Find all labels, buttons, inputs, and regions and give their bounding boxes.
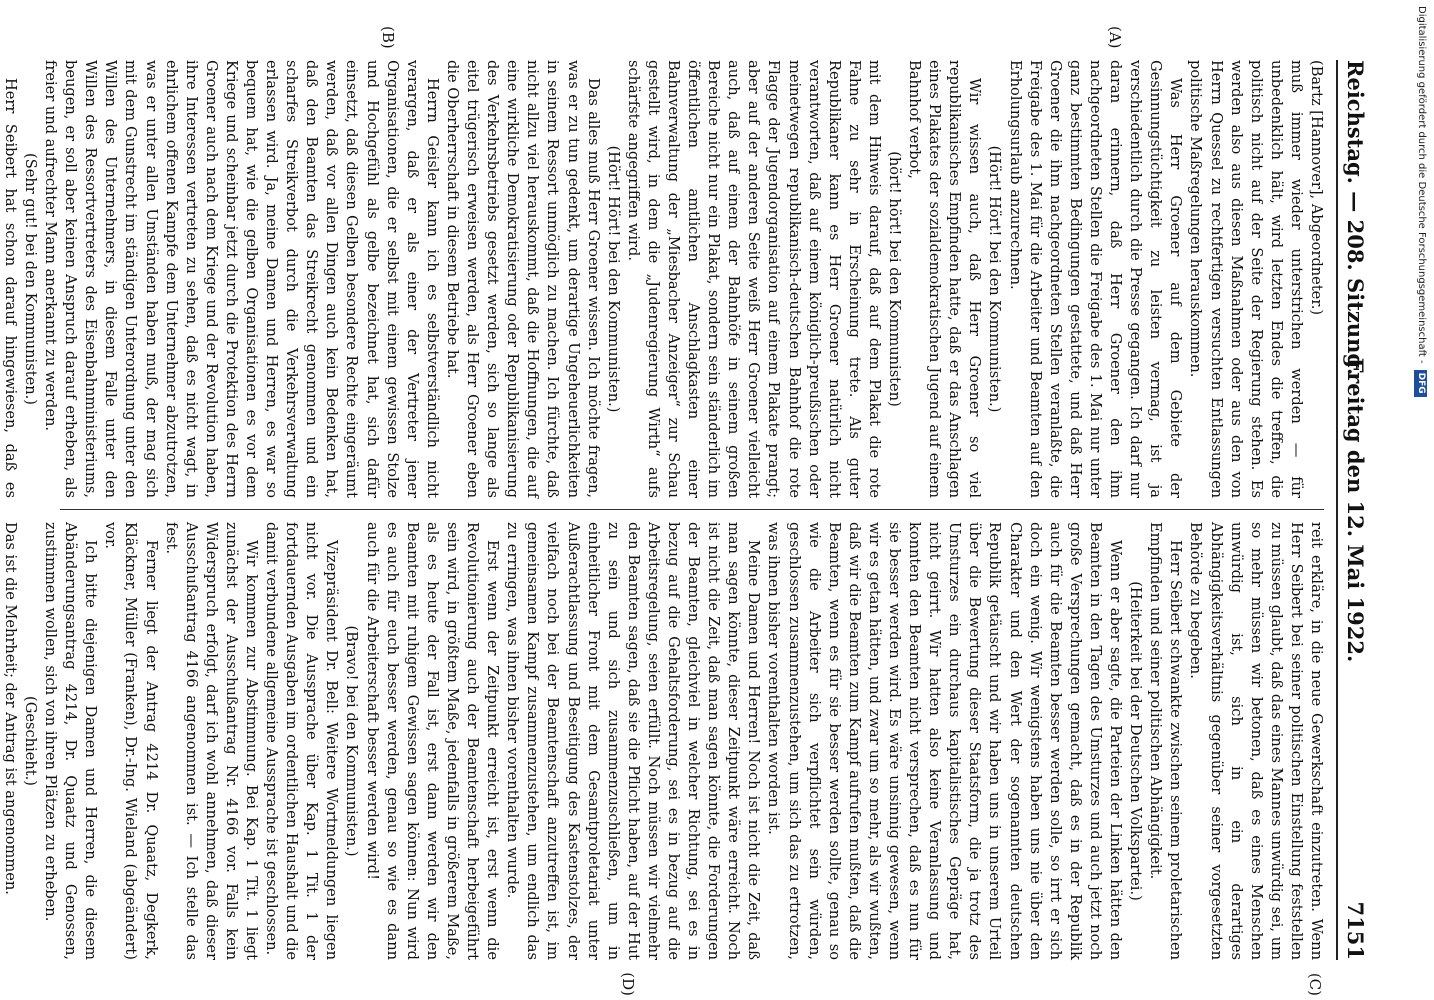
interjection: (Sehr gut! bei den Kommunisten.) [22,153,39,405]
dfg-logo-icon: DFG [1415,370,1428,397]
paragraph: Das alles muß Herr Groener wissen. Ich möchte fragen, was er zu tun gedenkt, um derartige Ungeheuerlichkeiten in seinem Ressort unmöglich zu machen. Ich fürchte, daß nicht allzu viel herauskommt, daß die Hoffnungen, die auf eine wirkliche Demokratisierung oder Republikanisierung des Verkehrsbetriebs gesetzt werden, sich so lange als eitel trügerisch erweisen werden, als Herr Groener eben die Oberherrschaft in diesem Betriebe hat. [443,60,602,498]
digitization-notice: Digitalisierung gefördert durch die Deutsche Forschungsgemeinschaft - [1416,6,1427,364]
interjection: (Bravo! bei den Kommunisten.) [343,625,361,857]
right-column [1,522,1326,960]
digitization-sidebar [1414,6,1428,986]
column-divider [60,509,1324,510]
paragraph: Ferner liegt der Antrag 4214 Dr. Quaatz, Degkerk, Kläckner, Müller (Franken), Dr.-Ing. Wieland (abgeändert) vor. [102,522,160,960]
header-date: Freitag den 12. Mai 1922. [1343,357,1368,663]
paragraph: Herr Seibert hat schon darauf hingewiesen, daß es [1,78,19,498]
paragraph: Wir kommen zur Abstimmung. Bei Kap. 1 Tit. 1 liegt zunächst der Ausschußantrag Nr. 4166 vor. Falls kein Widerspruch erfolgt, darf ich wohl annehmen, daß dieser Ausschußantrag 4166 angenommen ist. — Ich stelle das fest. [162,522,261,960]
paragraph: Herr Seibert schwankte zwischen seinem proletarischen Empfinden und seiner politischen Abhängigkeit. [1147,522,1185,960]
margin-marker-c: (C) [1306,972,1324,996]
header-session: Reichstag. — 208. Sitzung. [1343,60,1368,376]
paragraph: Wenn er aber sagte, die Parteien der Linken hätten den Beamten in den Tagen des Umsturzes und auch jetzt noch große Versprechungen gemacht, daß es in der Republik auch für die Beamten besser werden solle, so irrt er sich doch ein wenig. Wir wenigstens haben uns nie über den Charakter und den Wert der sogenannten deutschen Republik getäuscht und wir haben uns in unserem Urteil über die Bewertung dieser Staatsform, die ja trotz des Umsturzes ein durchaus kapitalistisches Gepräge hat, nicht geirrt. Wir hatten also keine Veranlassung und konnten den Beamten nicht versprechen, daß es nun für sie besser werden wird. Es wäre unsinnig gewesen, wenn wir es getan hätten, und zwar um so mehr, als wir wußten, daß wir die Beamten zum Kampf aufrufen mußten, daß die Beamten, wenn es für sie besser werden sollte, genau so wie die Arbeiter sich verpflichtet sein würden, geschlossen zusammenzustehen, um sich das zu ertrotzen, was ihnen bisher vorenthalten worden ist. [765,522,1125,960]
paragraph: Wir wissen auch, daß Herr Groener so viel republikanisches Empfinden hatte, daß er das Anschlagen eines Plakates der sozialdemokratischen Jugend auf einem Bahnhof verbot, [906,60,984,498]
page-number: 7151 [1343,901,1368,960]
paragraph: Vizepräsident Dr. Bell: Weitere Wortmeldungen liegen nicht vor. Die Aussprache über Kap. 1 Tit. 1 der fortdauernden Ausgaben im ordentlichen Haushalt und die damit verbundene allgemeine Aussprache ist geschlossen. [263,522,341,960]
paragraph: Das ist die Mehrheit; der Antrag ist angenommen. [1,522,19,895]
interjection: (hört! hört! bei den Kommunisten) [886,151,904,407]
paragraph: Ich bitte diejenigen Damen und Herren, die diesem Abänderungsantrag 4214, Dr. Quaatz und Genossen, zustimmen wollen, sich von ihren Plätzen zu erheben. [42,522,100,960]
interjection: (Geschieht.) [22,696,39,786]
paragraph: Herrn Geisler kann ich es selbstverständlich nicht verargen, daß er als einer der Vertreter jener Organisationen, die er selbst mit einem gewissen Stolze und Hochgefühl als gelbe bezeichnet hat, sich dafür einsetzt, daß diesen Gelben besondere Rechte eingeräumt werden, daß vor allen Dingen auch kein Bedenken hat, daß den Beamten das Streikrecht genommen und ein scharfes Streikverbot durch die Verkehrsverwaltung erlassen wird. Ja, meine Damen und Herren, es war so bequem hat, wie die gelben Organisationen es vor dem Kriege und scheinbar jetzt durch die Protektion des Herrn Groener auch nach dem Kriege und der Revolution haben, ihre Interessen vertreten zu sehen, daß es nicht wagt, in ehrlichem offenen Kampfe dem Unternehmer abzutrotzen, was er unter allen Umständen haben muß, der mag sich mit dem Gunstrecht im ständigen Unterordnung unter den Willen des Unternehmers, in diesem Falle unter den Willen des Ressortvertreters des Eisenbahnministeriums, beugen, er soll aber keinen Anspruch darauf erheben, als freier und aufrechter Mann anerkannt zu werden. [42,60,441,498]
page-header [1336,60,1372,960]
interjection: (Hört! Hört! bei den Kommunisten.) [986,145,1004,413]
interjection: (Hört! Hört! bei den Kommunisten.) [604,145,622,413]
paragraph: mit dem Hinweis darauf, daß auf dem Plakat die rote Fahne zu sehr in Erscheinung trete. Als guter Republikaner kann es Herr Groener natürlich nicht verantworten, daß auf einem königlich-preußischen oder meinetwegen republikanisch-deutschen Bahnhof die rote Flagge der Jugendorganisation auf einem Plakate prangt; aber auf der anderen Seite weiß Herr Groener vielleicht auch, daß auf einem der Bahnhöfe in seinem großen Bereiche nicht nur ein Plakat, sondern sein ständerlich im öffentlichen amtlichen Anschlagkasten einer Bahnverwaltung der „Miesbacher Anzeiger“ zur Schau gestellt wird, in dem die „Judenregierung Wirth“ aufs schärfste angegriffen wird. [624,60,883,498]
paragraph: muß immer wieder unterstrichen werden — für unbedenklich hält, wird letzten Endes die treffen, die politisch nicht auf der Seite der Regierung stehen. Es werden also aus diesen Maßnahmen oder aus den von Herrn Quessel zu rechtfertigen versuchten Entlassungen politische Maßregelungen herauskommen. [1187,60,1305,498]
paragraph: Erst wenn der Zeitpunkt erreicht ist, erst wenn die Revolutionierung auch der Beamtenschaft herbeigeführt sein wird, in größtem Maße, jedenfalls in größerem Maße, als es heute der Fall ist, erst dann werden wir den Beamten mit ruhigem Gewissen sagen können: Nun wird es auch für euch besser werden, genau so wie es dann auch für die Arbeiterschaft besser werden wird! [363,522,502,960]
paragraph: Meine Damen und Herren! Noch ist nicht die Zeit, daß man sagen könnte, dieser Zeitpunkt wäre erreicht. Noch ist nicht die Zeit, daß man sagen könnte, die Forderungen der Beamten, gleichviel in welcher Richtung, sei es in bezug auf die Gehaltsforderung, sei es in bezug auf die Arbeitsregelung, seien erfüllt. Noch müssen wir vielmehr den Beamten sagen, daß sie die Pflicht haben, auf der Hut zu sein und sich zusammenzuschließen, um in einheitlicher Front mit dem Gesamtproletariat unter Außerachtlassung und Beseitigung des Kastenstolzes, der vielfach noch bei der Beamtenschaft anzutreffen ist, im gemeinsamen Kampf zusammenzustehen, um endlich das zu erringen, was ihnen bisher vorenthalten wurde. [504,522,763,960]
left-column [1,60,1326,498]
paragraph: Was Herr Groener auf dem Gebiete der Gesinnungstüchtigkeit zu leisten vermag, ist ja verschiedentlich durch die Presse gegangen. Ich darf nur daran erinnern, daß Herr Groener den ihm nachgeordneten Stellen die Freigabe des 1. Mai nur unter ganz bestimmten Bedingungen gestattete, und daß Herr Groener die ihm nachgeordneten Stellen veranlaßte, die Freigabe des 1. Mai für die Arbeiter und Beamten auf den Erholungsurlaub anzurechnen. [1006,60,1185,498]
paragraph: reit erkläre, in die neue Gewerkschaft einzutreten. Wenn Herr Seibert bei seiner politischen Einstellung feststellen zu müssen glaubt, daß das eines Mannes unwürdig sei, um so mehr müssen wir betonen, daß es eines Menschen unwürdig ist, sich in ein derartiges Abhängigkeitsverhältnis gegenüber seiner vorgesetzten Behörde zu begeben. [1187,522,1325,960]
interjection: (Heiterkeit bei der Deutschen Volkspartei.) [1127,581,1145,901]
page-content [1,26,1372,996]
margin-marker-a: (A) [1106,26,1124,49]
margin-marker-b: (B) [379,26,397,49]
paragraph: (Bartz [Hannover], Abgeordneter.) [1308,60,1325,316]
margin-marker-d: (D) [619,972,637,996]
